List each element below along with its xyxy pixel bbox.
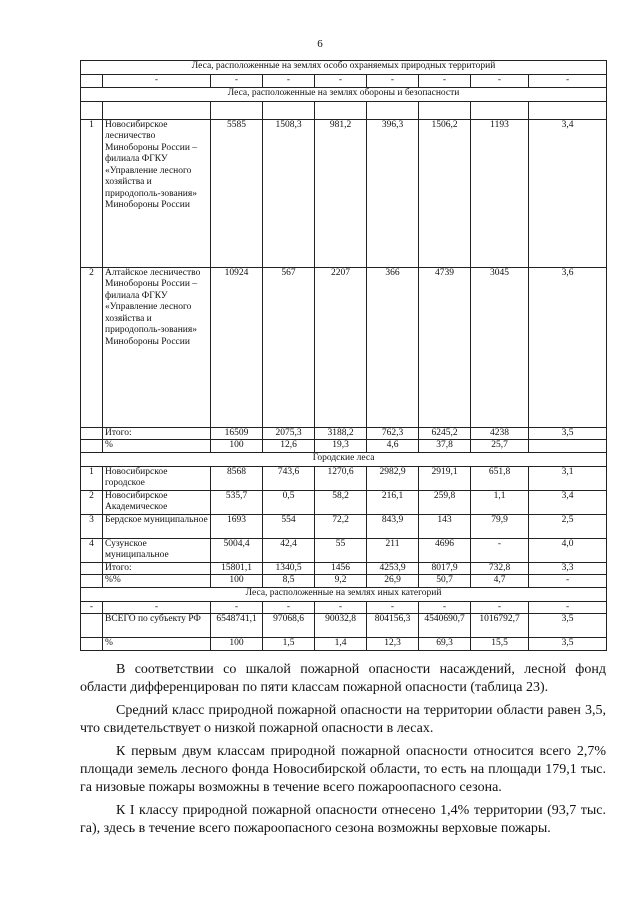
cell-value: 3188,2 xyxy=(315,427,367,440)
dash-row xyxy=(81,75,607,88)
row-name: Сузунское муниципальное xyxy=(103,538,211,562)
cell-value: 90032,8 xyxy=(315,614,367,638)
cell-value: 2075,3 xyxy=(263,427,315,440)
cell-value: 8,5 xyxy=(263,575,315,588)
table-row xyxy=(81,514,607,538)
paragraph: К I классу природной пожарной опасности отнесено 1,4% территории (93,7 тыс. га), здесь в течение всего пожароопасного сезона возможны верховые пожары. xyxy=(80,802,606,837)
cell-value: 6548741,1 xyxy=(211,614,263,638)
cell-value: 4696 xyxy=(419,538,471,562)
cell-value: 12,6 xyxy=(263,440,315,453)
table-row xyxy=(81,538,607,562)
cell-value: 1193 xyxy=(471,119,529,267)
cell-value: 5004,4 xyxy=(211,538,263,562)
cell-value: - xyxy=(471,75,529,88)
cell-value: - xyxy=(471,538,529,562)
section-heading: Городские леса xyxy=(81,452,607,466)
cell-value: 804156,3 xyxy=(367,614,419,638)
row-name: Новосибирское Академическое xyxy=(103,490,211,514)
cell-value: 97068,6 xyxy=(263,614,315,638)
section-row-other xyxy=(81,587,607,601)
row-number xyxy=(81,562,103,575)
cell-value: - xyxy=(419,75,471,88)
section-heading: Леса, расположенные на землях особо охраняемых природных территорий xyxy=(81,61,607,75)
empty-cell xyxy=(211,101,263,119)
cell-value: 5585 xyxy=(211,119,263,267)
cell-value: 4,7 xyxy=(471,575,529,588)
cell-value: - xyxy=(263,75,315,88)
cell-value: 743,6 xyxy=(263,466,315,490)
cell-value: - xyxy=(211,601,263,614)
cell-value: 72,2 xyxy=(315,514,367,538)
empty-cell xyxy=(263,101,315,119)
section-heading: Леса, расположенные на землях обороны и безопасности xyxy=(81,87,607,101)
cell-value: 100 xyxy=(211,440,263,453)
cell-value: 37,8 xyxy=(419,440,471,453)
cell-value: - xyxy=(529,601,607,614)
cell-value: 535,7 xyxy=(211,490,263,514)
cell-value: 1016792,7 xyxy=(471,614,529,638)
row-number: 2 xyxy=(81,490,103,514)
cell-value: 0,5 xyxy=(263,490,315,514)
cell-value: 19,3 xyxy=(315,440,367,453)
row-number xyxy=(81,638,103,651)
row-number: - xyxy=(81,601,103,614)
cell-value: - xyxy=(529,75,607,88)
section-row-urban xyxy=(81,452,607,466)
cell-value: 15801,1 xyxy=(211,562,263,575)
cell-value: 12,3 xyxy=(367,638,419,651)
cell-value: 42,4 xyxy=(263,538,315,562)
cell-value: 100 xyxy=(211,638,263,651)
row-name: Бердское муниципальное xyxy=(103,514,211,538)
cell-value: 3,6 xyxy=(529,267,607,427)
row-number: 1 xyxy=(81,466,103,490)
row-name: % xyxy=(103,638,211,651)
row-name: % xyxy=(103,440,211,453)
cell-value: 1,5 xyxy=(263,638,315,651)
cell-value: 1,4 xyxy=(315,638,367,651)
table-row xyxy=(81,119,607,267)
cell-value: 2,5 xyxy=(529,514,607,538)
empty-cell xyxy=(419,101,471,119)
row-number xyxy=(81,440,103,453)
cell-value: 1506,2 xyxy=(419,119,471,267)
row-name: %% xyxy=(103,575,211,588)
cell-value: - xyxy=(529,575,607,588)
paragraph: Средний класс природной пожарной опасности на территории области равен 3,5, что свидетельствует о низкой пожарной опасности в лесах. xyxy=(80,702,606,737)
cell-value: 69,3 xyxy=(419,638,471,651)
total-row xyxy=(81,562,607,575)
paragraph: В соответствии со шкалой пожарной опасности насаждений, лесной фонд области дифференцирован по пяти классам пожарной опасности (таблица 23). xyxy=(80,662,606,696)
cell-value: 1270,6 xyxy=(315,466,367,490)
section-row-oopt xyxy=(81,61,607,75)
cell-value: - xyxy=(471,601,529,614)
cell-value: 732,8 xyxy=(471,562,529,575)
cell-value: 1340,5 xyxy=(263,562,315,575)
row-number: 1 xyxy=(81,119,103,267)
section-row-defense xyxy=(81,87,607,101)
row-name: Новосибирское лесничество Минобороны России – филиала ФГКУ «Управление лесного хозяйства и природополь-зования» Минобороны России xyxy=(103,119,211,267)
row-number xyxy=(81,427,103,440)
table-row xyxy=(81,267,607,427)
cell-value: - xyxy=(315,601,367,614)
cell-value: 3,5 xyxy=(529,427,607,440)
cell-value: 50,7 xyxy=(419,575,471,588)
percent-row xyxy=(81,440,607,453)
dash-row xyxy=(81,601,607,614)
paragraph: К первым двум классам природной пожарной опасности относится всего 2,7% площади земель лесного фонда Новосибирской области, то есть на площади 179,1 тыс. га низовые пожары возможны в течение всего пожароопасного сезона. xyxy=(80,743,606,796)
row-number: 3 xyxy=(81,514,103,538)
cell-value: 143 xyxy=(419,514,471,538)
cell-value: 4540690,7 xyxy=(419,614,471,638)
cell-value: 211 xyxy=(367,538,419,562)
cell-value: 55 xyxy=(315,538,367,562)
cell-value: 554 xyxy=(263,514,315,538)
row-number: 4 xyxy=(81,538,103,562)
cell-value: 651,8 xyxy=(471,466,529,490)
cell-value: 3,5 xyxy=(529,614,607,638)
cell-value: 3,1 xyxy=(529,466,607,490)
row-name: Итого: xyxy=(103,427,211,440)
grand-total-row xyxy=(81,614,607,638)
cell-value: - xyxy=(211,75,263,88)
percent-row xyxy=(81,575,607,588)
cell-value: 58,2 xyxy=(315,490,367,514)
cell-value: - xyxy=(367,601,419,614)
table-row xyxy=(81,466,607,490)
cell-value: 3,5 xyxy=(529,638,607,651)
empty-cell xyxy=(471,101,529,119)
page-number: 6 xyxy=(317,38,323,50)
cell-value: 2982,9 xyxy=(367,466,419,490)
cell-value: 1456 xyxy=(315,562,367,575)
row-name: ВСЕГО по субъекту РФ xyxy=(103,614,211,638)
cell-value: - xyxy=(315,75,367,88)
cell-value: 3,3 xyxy=(529,562,607,575)
cell-value: 1,1 xyxy=(471,490,529,514)
row-number xyxy=(81,614,103,638)
cell-value: 4238 xyxy=(471,427,529,440)
cell-value: 3,4 xyxy=(529,490,607,514)
cell-value: 3,4 xyxy=(529,119,607,267)
grand-percent-row xyxy=(81,638,607,651)
cell-value: 843,9 xyxy=(367,514,419,538)
cell-value: 25,7 xyxy=(471,440,529,453)
cell-value xyxy=(529,440,607,453)
cell-value: 4739 xyxy=(419,267,471,427)
empty-cell xyxy=(315,101,367,119)
row-number xyxy=(81,75,103,88)
spacer-row xyxy=(81,101,607,119)
body-text xyxy=(80,661,606,843)
cell-value: 8568 xyxy=(211,466,263,490)
cell-value: 8017,9 xyxy=(419,562,471,575)
cell-value: - xyxy=(367,75,419,88)
cell-value: 216,1 xyxy=(367,490,419,514)
cell-value: 4,6 xyxy=(367,440,419,453)
cell-value: 3045 xyxy=(471,267,529,427)
cell-value: 100 xyxy=(211,575,263,588)
cell-value: 762,3 xyxy=(367,427,419,440)
empty-cell xyxy=(103,101,211,119)
cell-value: 9,2 xyxy=(315,575,367,588)
cell-value: - xyxy=(419,601,471,614)
cell-value: - xyxy=(263,601,315,614)
cell-value: 4253,9 xyxy=(367,562,419,575)
cell-value: 396,3 xyxy=(367,119,419,267)
cell-value: 4,0 xyxy=(529,538,607,562)
table-row xyxy=(81,490,607,514)
cell-value: 15,5 xyxy=(471,638,529,651)
cell-value: 10924 xyxy=(211,267,263,427)
total-row xyxy=(81,427,607,440)
row-name: - xyxy=(103,75,211,88)
cell-value: 2919,1 xyxy=(419,466,471,490)
row-name: - xyxy=(103,601,211,614)
cell-value: 16509 xyxy=(211,427,263,440)
cell-value: 1508,3 xyxy=(263,119,315,267)
empty-cell xyxy=(529,101,607,119)
row-name: Новосибирское городское xyxy=(103,466,211,490)
cell-value: 6245,2 xyxy=(419,427,471,440)
cell-value: 2207 xyxy=(315,267,367,427)
cell-value: 1693 xyxy=(211,514,263,538)
fire-danger-table xyxy=(80,60,607,651)
cell-value: 567 xyxy=(263,267,315,427)
empty-cell xyxy=(367,101,419,119)
cell-value: 26,9 xyxy=(367,575,419,588)
cell-value: 79,9 xyxy=(471,514,529,538)
row-number: 2 xyxy=(81,267,103,427)
section-heading: Леса, расположенные на землях иных категорий xyxy=(81,587,607,601)
cell-value: 366 xyxy=(367,267,419,427)
row-name: Итого: xyxy=(103,562,211,575)
row-number xyxy=(81,575,103,588)
cell-value: 259,8 xyxy=(419,490,471,514)
row-name: Алтайское лесничество Минобороны России – филиала ФГКУ «Управление лесного хозяйства и природополь-зования» Минобороны России xyxy=(103,267,211,427)
cell-value: 981,2 xyxy=(315,119,367,267)
empty-cell xyxy=(81,101,103,119)
